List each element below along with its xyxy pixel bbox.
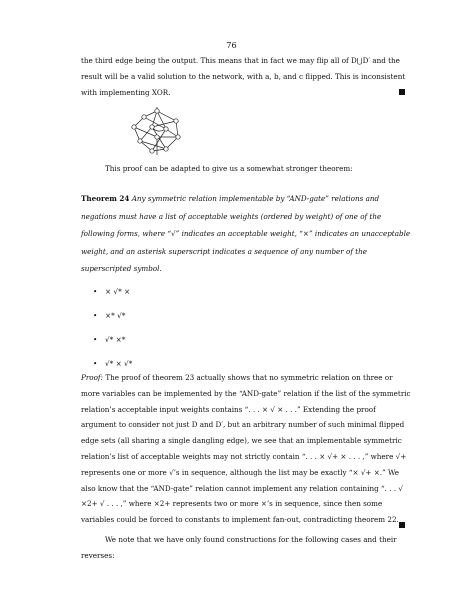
network-diagram [126,107,188,157]
theorem-text: Any symmetric relation implementable by “AND-gate” relations and negations must have a list of acceptable weights (ordered by weight) of one of the following forms, where “√” indicates an acceptable weight, “×” indicates an unacceptable weight, and an asterisk superscript indicates a sequence of any number of the superscripted symbol. [81,194,411,274]
qed-mark-proof [399,522,405,528]
theorem-block [81,190,411,278]
proof-text: The proof of theorem 23 actually shows that no symmetric relation on three or more variables can be implemented by the “AND-gate” relation if the list of the symmetric relation’s acceptable input weights contains “. . . × √ × . . .” Extending the proof argument to consider not just D and D′, but an arbitrary number of such minimal flipped edge sets (all sharing a single dangling edge), we see that an implementable symmetric relation’s list of acceptable weights may not strictly contain “. . . × √+ × . . . ,” where √+ represents one or more √’s in sequence, although the list may be exactly “× √+ ×.” We also know that the “AND-gate” relation cannot implement any relation containing “. . . √ ×2+ √ . . . ,” where ×2+ represents two or more ×’s in sequence, since then some variables could be forced to constants to implement fan-out, contradicting theorem 22. [81,373,411,525]
bullet-item: • × √* × [93,287,131,296]
bullet-text: √* ×* [105,335,126,344]
closing-text: We note that we have only found constructions for the following cases and their reverses: [81,535,397,560]
bullet-item: • √* ×* [93,335,126,344]
bullet-text: ×* √* [105,311,126,320]
bullet-text: × √* × [105,287,131,296]
theorem-label: Theorem 24 [81,194,130,203]
proof-block [81,370,411,528]
intro-paragraph: the third edge being the output. This means that in fact we may flip all of D⋃D′ and the result will be a valid solution to the network, with a, b, and c flipped. This is inconsistent with implementing XOR. [81,56,406,97]
adapted-text: This proof can be adapted to give us a somewhat stronger theorem: [105,164,353,173]
bullet-text: √* × √* [105,359,133,368]
bullet-item: • √* × √* [93,359,133,368]
page-number: 76 [226,40,237,50]
qed-mark [399,89,405,95]
proof-label: Proof: [81,373,104,382]
bullet-item: • ×* √* [93,311,126,320]
